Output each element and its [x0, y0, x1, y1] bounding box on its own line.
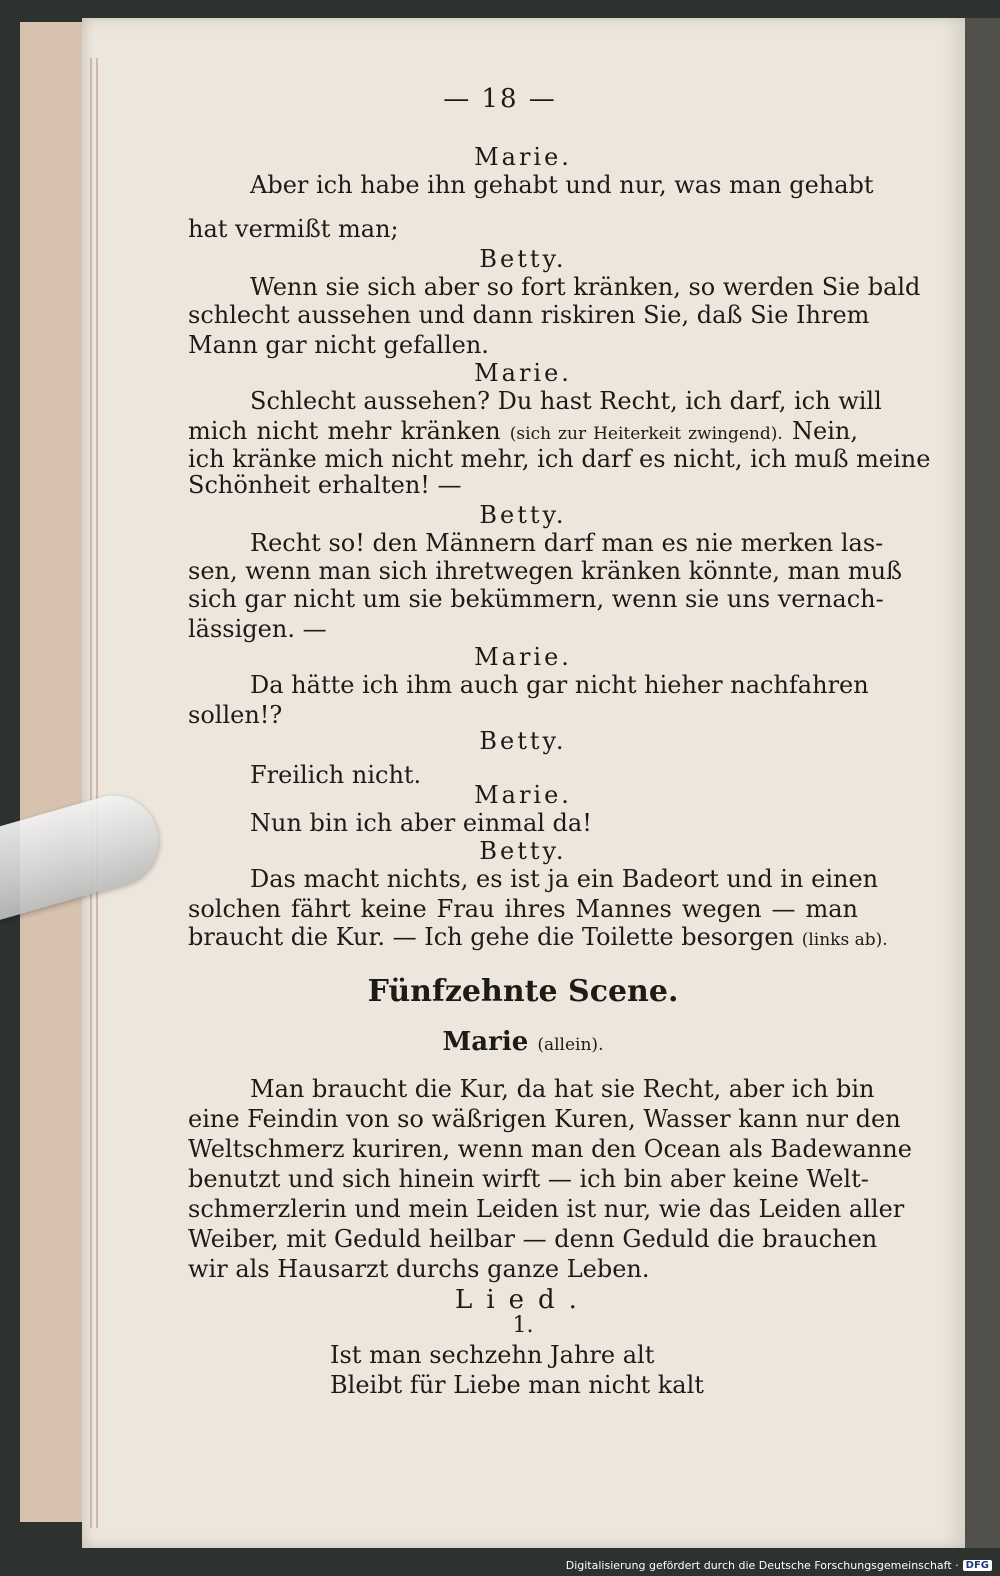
- monologue-line: wir als Hausarzt durchs ganze Leben.: [188, 1255, 650, 1283]
- text-line: [188, 894, 858, 924]
- monologue-line: Weltschmerz kuriren, wenn man den Ocean als Badewanne: [188, 1135, 912, 1163]
- monologue-line: schmerzlerin und mein Leiden ist nur, wie das Leiden aller: [188, 1195, 905, 1223]
- dfg-logo: DFG: [963, 1560, 992, 1571]
- text-line-content: mich nicht mehr kränken: [188, 417, 501, 445]
- text-line: [188, 330, 858, 360]
- text-line-content: Schlecht aussehen? Du hast Recht, ich darf, ich will: [250, 387, 882, 415]
- text-line-content: solchen fährt keine Frau ihres Mannes wegen — man: [188, 895, 858, 923]
- speaker-name: Marie.: [474, 781, 572, 809]
- text-line: [188, 556, 903, 586]
- scene-speaker: [188, 1026, 858, 1061]
- speaker-name: Marie.: [474, 143, 572, 171]
- text-line-content: hat vermißt man;: [188, 215, 399, 243]
- book-spine: [965, 18, 1000, 1548]
- text-line: [188, 584, 884, 614]
- text-line: [250, 272, 921, 302]
- text-line-content: schlecht aussehen und dann riskiren Sie, daß Sie Ihrem: [188, 301, 870, 329]
- text-line-content: Wenn sie sich aber so fort kränken, so werden Sie bald: [250, 273, 921, 301]
- page-number: — 18 —: [443, 84, 557, 114]
- text-line-content: Da hätte ich ihm auch gar nicht hieher nachfahren: [250, 671, 869, 699]
- text-line: [250, 528, 884, 558]
- scene-speaker-name: Marie: [442, 1027, 529, 1057]
- monologue-line: Weiber, mit Geduld heilbar — denn Geduld die brauchen: [188, 1225, 878, 1253]
- text-line-content: Schönheit erhalten! —: [188, 471, 462, 499]
- stage-direction: (sich zur Heiterkeit zwingend).: [509, 424, 783, 444]
- text-line: [188, 300, 870, 330]
- text-line-content: lässigen. —: [188, 615, 327, 643]
- speaker-name: Marie.: [474, 643, 572, 671]
- speaker-name: Marie.: [474, 359, 572, 387]
- monologue-line: benutzt und sich hinein wirft — ich bin aber keine Welt-: [188, 1165, 869, 1193]
- text-line-content: Recht so! den Männern darf man es nie merken las-: [250, 529, 884, 557]
- text-line-content: Nun bin ich aber einmal da!: [250, 809, 592, 837]
- text-line: [250, 386, 882, 416]
- speaker-name: Betty.: [479, 501, 567, 529]
- text-line-content: braucht die Kur. — Ich gehe die Toilette besorgen: [188, 923, 795, 951]
- text-line-content: Mann gar nicht gefallen.: [188, 331, 489, 359]
- scene-speaker-note: (allein).: [537, 1035, 604, 1055]
- page-edge-line: [90, 58, 92, 1528]
- stage-direction: (links ab).: [801, 930, 888, 950]
- text-line: [250, 808, 858, 838]
- text-line-content: sich gar nicht um sie bekümmern, wenn sie uns vernach-: [188, 585, 884, 613]
- page-edge-line: [96, 58, 98, 1528]
- text-line: [250, 864, 879, 894]
- speaker-name: Betty.: [479, 727, 567, 755]
- footer-credit-text: Digitalisierung gefördert durch die Deutsche Forschungsgemeinschaft ·: [565, 1559, 959, 1572]
- text-line: [188, 470, 858, 500]
- text-line-content: Das macht nichts, es ist ja ein Badeort und in einen: [250, 865, 879, 893]
- text-line-content: Freilich nicht.: [250, 761, 422, 789]
- verse-line: Bleibt für Liebe man nicht kalt: [330, 1371, 704, 1399]
- verse-number: 1.: [512, 1313, 534, 1338]
- song-title: Lied.: [455, 1285, 591, 1315]
- text-line-content: sollen!?: [188, 701, 283, 729]
- speaker-name: Betty.: [479, 837, 567, 865]
- text-line-content: Aber ich habe ihn gehabt und nur, was man gehabt: [250, 171, 874, 199]
- text-line: [188, 614, 858, 644]
- footer-credit: [566, 1559, 992, 1572]
- monologue-line: Man braucht die Kur, da hat sie Recht, aber ich bin: [250, 1075, 875, 1103]
- text-line-content: ich kränke mich nicht mehr, ich darf es nicht, ich muß meine: [188, 445, 931, 473]
- text-line-content: sen, wenn man sich ihretwegen kränken könnte, man muß: [188, 557, 903, 585]
- text-line: [188, 214, 858, 244]
- text-line: [188, 922, 888, 955]
- text-line: [250, 170, 874, 200]
- verse-line: Ist man sechzehn Jahre alt: [330, 1341, 655, 1369]
- monologue-line: eine Feindin von so wäßrigen Kuren, Wasser kann nur den: [188, 1105, 901, 1133]
- text-line-continuation: Nein,: [792, 417, 858, 445]
- speaker-name: Betty.: [479, 245, 567, 273]
- text-line: [250, 670, 869, 700]
- scene-title: Fünfzehnte Scene.: [367, 974, 679, 1009]
